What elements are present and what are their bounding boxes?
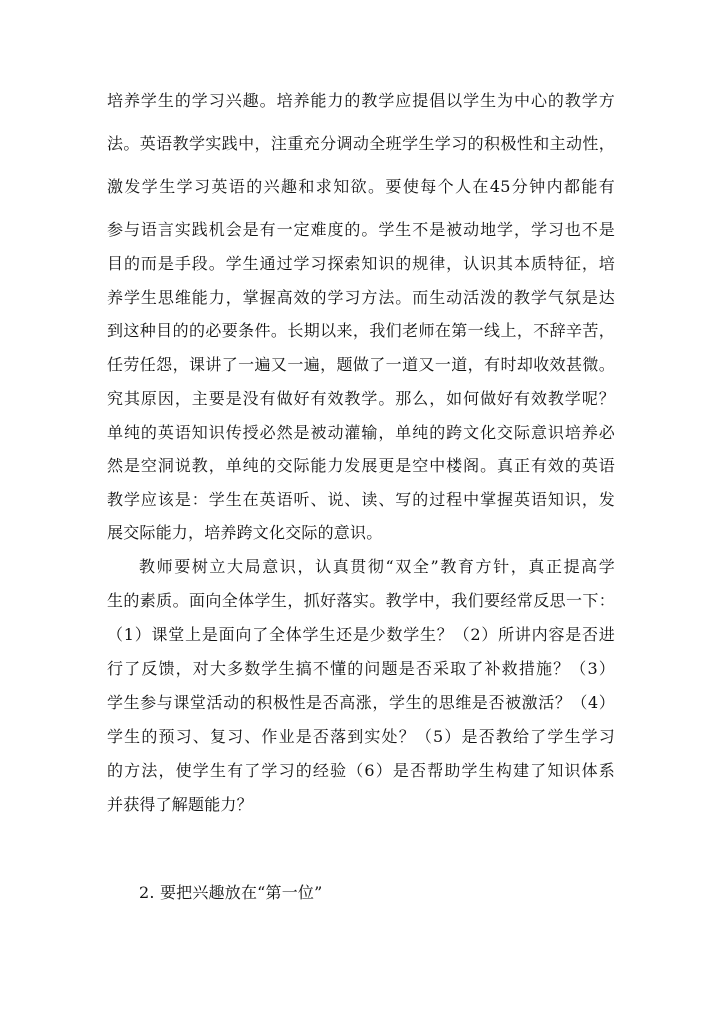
paragraph-1-line-2: 法。英语教学实践中，注重充分调动全班学生学习的积极性和主动性，	[107, 134, 615, 153]
document-body	[107, 0, 615, 1018]
paragraph-1-line-4: 参与语言实践机会是有一定难度的。学生不是被动地学，学习也不是	[107, 220, 615, 239]
paragraph-2-line-2: 生的素质。面向全体学生，抓好落实。教学中，我们要经常反思一下：	[107, 591, 615, 610]
paragraph-2-line-3: （1）课堂上是面向了全体学生还是少数学生？（2）所讲内容是否进	[107, 625, 615, 644]
paragraph-1-line-3: 激发学生学习英语的兴趣和求知欲。要使每个人在45分钟内都能有	[107, 177, 615, 196]
paragraph-1-line-5: 目的而是手段。学生通过学习探索知识的规律，认识其本质特征，培	[107, 254, 615, 273]
paragraph-1-line-7: 到这种目的的必要条件。长期以来，我们老师在第一线上，不辞辛苦，	[107, 321, 615, 340]
paragraph-2-line-5: 学生参与课堂活动的积极性是否高涨，学生的思维是否被激活？（4）	[107, 693, 615, 712]
paragraph-1-line-10: 单纯的英语知识传授必然是被动灌输，单纯的跨文化交际意识培养必	[107, 423, 615, 442]
paragraph-2-line-6: 学生的预习、复习、作业是否落到实处？（5）是否教给了学生学习	[107, 727, 615, 746]
section-heading: 2. 要把兴趣放在“第一位”	[139, 883, 323, 902]
paragraph-2-line-8: 并获得了解题能力？	[107, 795, 253, 814]
paragraph-1-line-1: 培养学生的学习兴趣。培养能力的教学应提倡以学生为中心的教学方	[107, 91, 615, 110]
paragraph-1-line-9: 究其原因，主要是没有做好有效教学。那么，如何做好有效教学呢？	[107, 389, 615, 408]
paragraph-1-line-8: 任劳任怨，课讲了一遍又一遍，题做了一道又一道，有时却收效甚微。	[107, 355, 615, 374]
paragraph-1-line-13: 展交际能力，培养跨文化交际的意识。	[107, 523, 383, 542]
paragraph-1-line-6: 养学生思维能力，掌握高效的学习方法。而生动活泼的教学气氛是达	[107, 288, 615, 307]
paragraph-2-line-1: 教师要树立大局意识，认真贯彻“双全”教育方针，真正提高学	[139, 557, 615, 576]
paragraph-2-line-4: 行了反馈，对大多数学生搞不懂的问题是否采取了补救措施？（3）	[107, 659, 615, 678]
paragraph-2-line-7: 的方法，使学生有了学习的经验（6）是否帮助学生构建了知识体系	[107, 761, 615, 780]
paragraph-1-line-11: 然是空洞说教，单纯的交际能力发展更是空中楼阁。真正有效的英语	[107, 456, 615, 475]
paragraph-1-line-12: 教学应该是：学生在英语听、说、读、写的过程中掌握英语知识，发	[107, 490, 615, 509]
